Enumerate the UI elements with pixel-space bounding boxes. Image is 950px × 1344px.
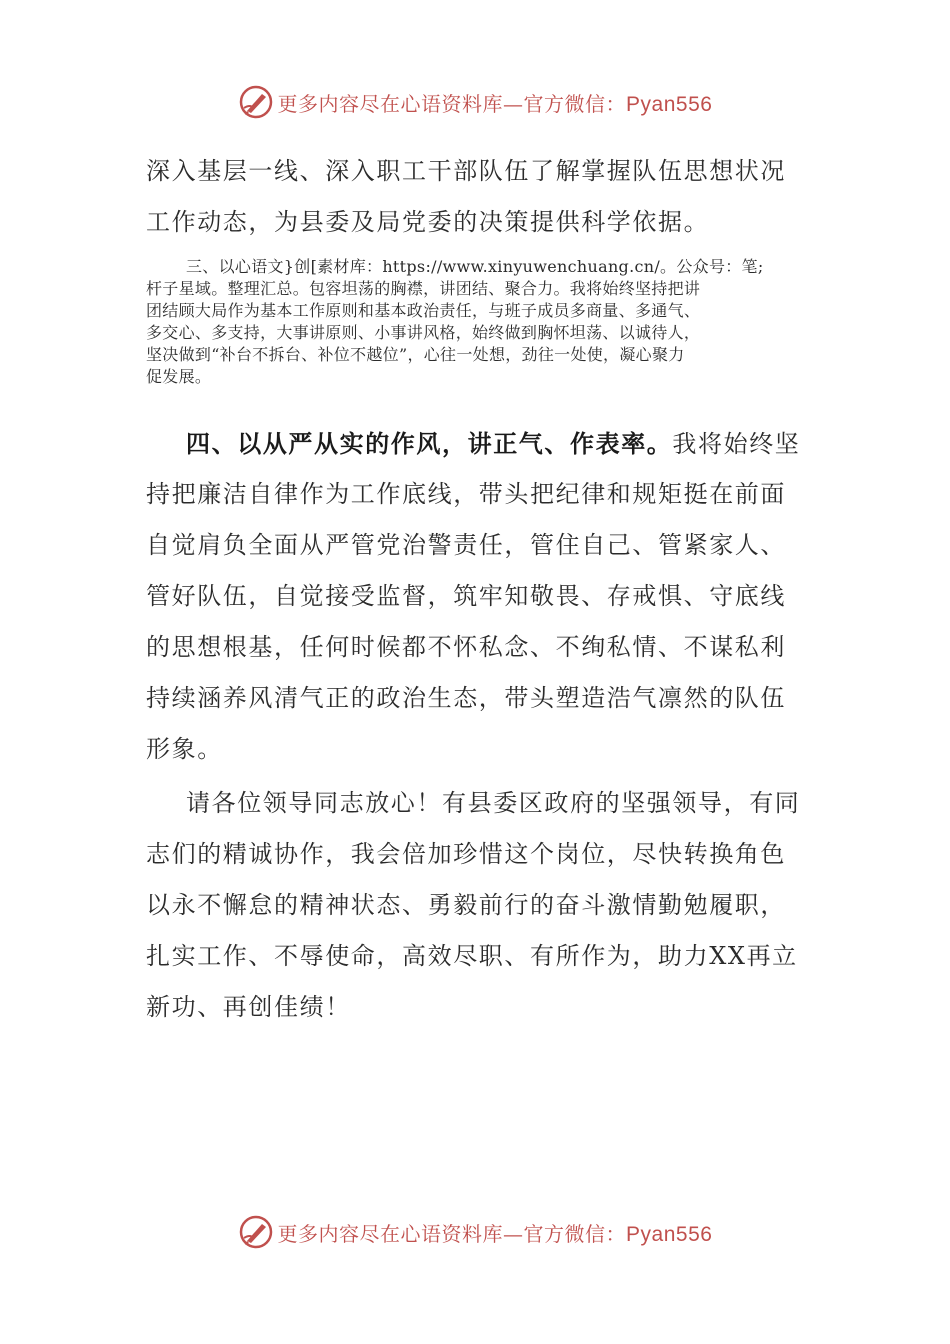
pen-logo-icon bbox=[238, 84, 274, 120]
header-banner-label: 更多内容尽在心语资料库—官方微信： bbox=[277, 91, 627, 116]
text-line: 请各位领导同志放心！有县委区政府的坚强领导，有同 bbox=[186, 789, 801, 817]
text-line: 志们的精诚协作，我会倍加珍惜这个岗位，尽快转换角色 bbox=[146, 840, 786, 868]
footer-banner bbox=[0, 1212, 950, 1252]
heading-line-rest: 我将始终坚 bbox=[672, 430, 801, 458]
footer-banner-label: 更多内容尽在心语资料库—官方微信： bbox=[277, 1221, 627, 1246]
text-line: 自觉肩负全面从严管党治警责任，管住自己、管紧家人、 bbox=[146, 531, 786, 559]
text-line: 杆子星域。整理汇总。包容坦荡的胸襟，讲团结、聚合力。我将始终坚持把讲 bbox=[146, 279, 701, 298]
section-heading: 四、以从严从实的作风，讲正气、作表率。 bbox=[186, 429, 673, 458]
pen-logo-icon bbox=[238, 1214, 274, 1250]
footer-banner-text bbox=[278, 1218, 713, 1247]
text-line: 团结顾大局作为基本工作原则和基本政治责任，与班子成员多商量、多通气、 bbox=[146, 301, 701, 320]
paragraph-1 bbox=[146, 146, 806, 248]
text-line: 新功、再创佳绩！ bbox=[146, 993, 351, 1021]
text-line: 促发展。 bbox=[146, 367, 212, 386]
text-line: 坚决做到“补台不拆台、补位不越位”，心往一处想，劲往一处使，凝心聚力 bbox=[146, 345, 685, 364]
text-line: 多交心、多支持，大事讲原则、小事讲风格，始终做到胸怀坦荡、以诚待人， bbox=[146, 323, 701, 342]
footer-wechat-id: Pyan556 bbox=[626, 1222, 713, 1246]
header-banner-text bbox=[278, 88, 713, 117]
text-line: 扎实工作、不辱使命，高效尽职、有所作为，助力XX再立 bbox=[146, 942, 798, 970]
text-line: 持把廉洁自律作为工作底线，带头把纪律和规矩挺在前面 bbox=[146, 480, 786, 508]
text-line: 深入基层一线、深入职工干部队伍了解掌握队伍思想状况 bbox=[146, 157, 786, 185]
text-line: 形象。 bbox=[146, 735, 223, 763]
text-line: 持续涵养风清气正的政治生态，带头塑造浩气凛然的队伍 bbox=[146, 684, 786, 712]
text-line: 工作动态，为县委及局党委的决策提供科学依据。 bbox=[146, 208, 710, 236]
header-wechat-id: Pyan556 bbox=[626, 92, 713, 116]
paragraph-2 bbox=[146, 256, 806, 388]
text-line: 管好队伍，自觉接受监督，筑牢知敬畏、存戒惧、守底线 bbox=[146, 582, 786, 610]
paragraph-4 bbox=[146, 778, 806, 1033]
paragraph-3 bbox=[146, 418, 806, 775]
text-line: 以永不懈怠的精神状态、勇毅前行的奋斗激情勤勉履职， bbox=[146, 891, 786, 919]
text-line: 的思想根基，任何时候都不怀私念、不绚私情、不谋私利 bbox=[146, 633, 786, 661]
text-line: 三、以心语文}创[素材库：https://www.xinyuwenchuang.cn/。公众号：笔; bbox=[186, 257, 764, 276]
text-line bbox=[146, 418, 806, 469]
header-banner bbox=[0, 82, 950, 122]
